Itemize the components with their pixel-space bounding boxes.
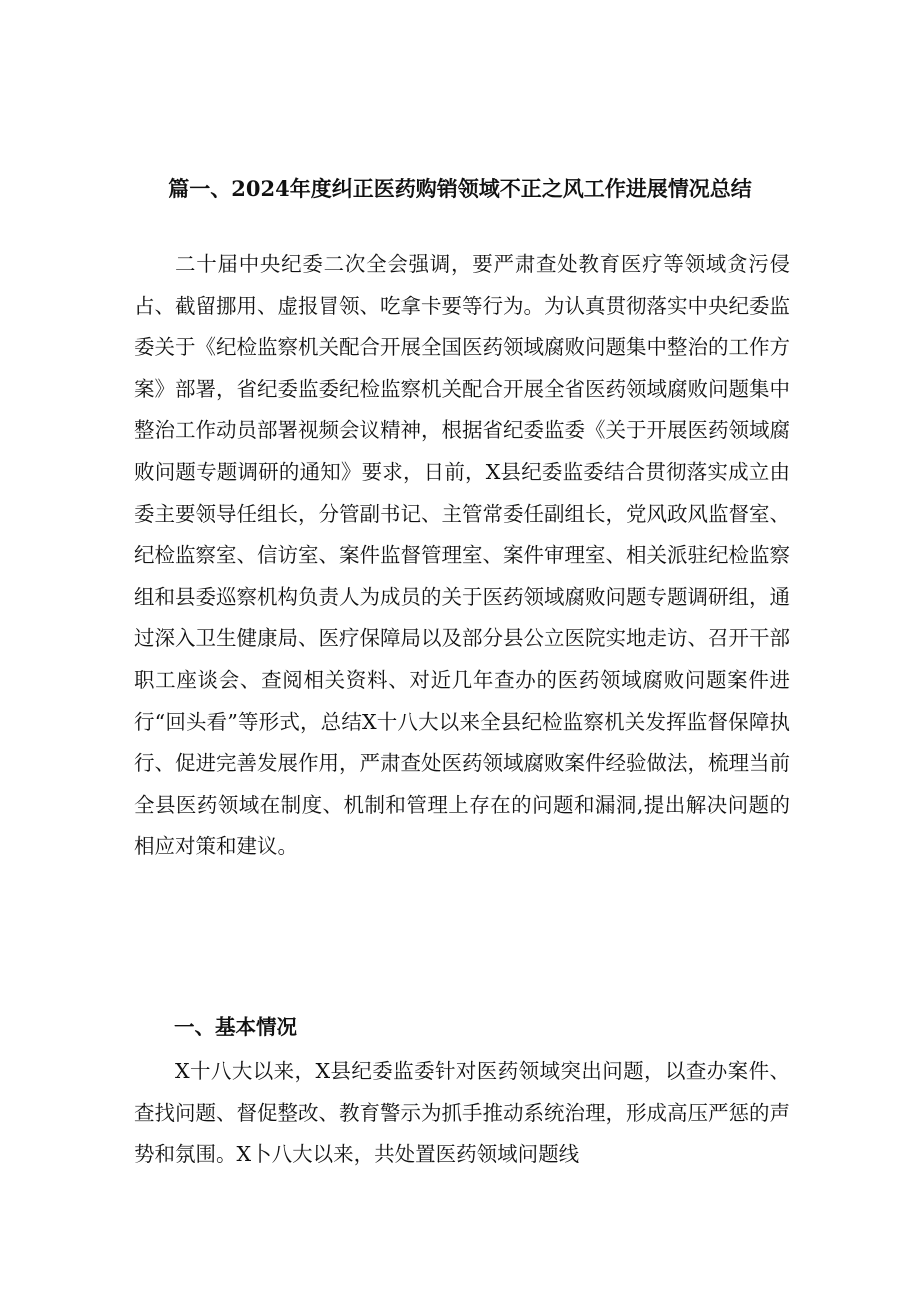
document-title: 篇一、2024年度纠正医药购销领域不正之风工作进展情况总结	[168, 176, 752, 201]
body-paragraph-basic-situation: X十八大以来，X县纪委监委针对医药领域突出问题，以查办案件、查找问题、督促整改、教育警示为抓手推动系统治理，形成高压严惩的声势和氛围。X卜八大以来，共处置医药领域问题线	[134, 1059, 790, 1167]
section-heading-basic-situation: 一、基本情况	[174, 1015, 297, 1039]
body-paragraph-intro: 二十届中央纪委二次全会强调，要严肃查处教育医疗等领域贪污侵占、截留挪用、虚报冒领、吃拿卡要等行为。为认真贯彻落实中央纪委监委关于《纪检监察机关配合开展全国医药领域腐败问题集中整治的工作方案》部署，省纪委监委纪检监察机关配合开展全省医药领域腐败问题集中整治工作动员部署视频会议精神，根据省纪委监委《关于开展医药领域腐败问题专题调研的通知》要求，日前，X县纪委监委结合贯彻落实成立由委主要领导任组长，分管副书记、主管常委任副组长，党风政风监督室、纪检监察室、信访室、案件监督管理室、案件审理室、相关派驻纪检监察组和县委巡察机构负责人为成员的关于医药领域腐败问题专题调研组，通过深入卫生健康局、医疗保障局以及部分县公立医院实地走访、召开干部职工座谈会、查阅相关资料、对近几年查办的医药领域腐败问题案件进行“回头看”等形式，总结X十八大以来全县纪检监察机关发挥监督保障执行、促进完善发展作用，严肃查处医药领域腐败案件经验做法，梳理当前全县医药领域在制度、机制和管理上存在的问题和漏洞,提出解决问题的相应对策和建议。	[134, 252, 790, 859]
